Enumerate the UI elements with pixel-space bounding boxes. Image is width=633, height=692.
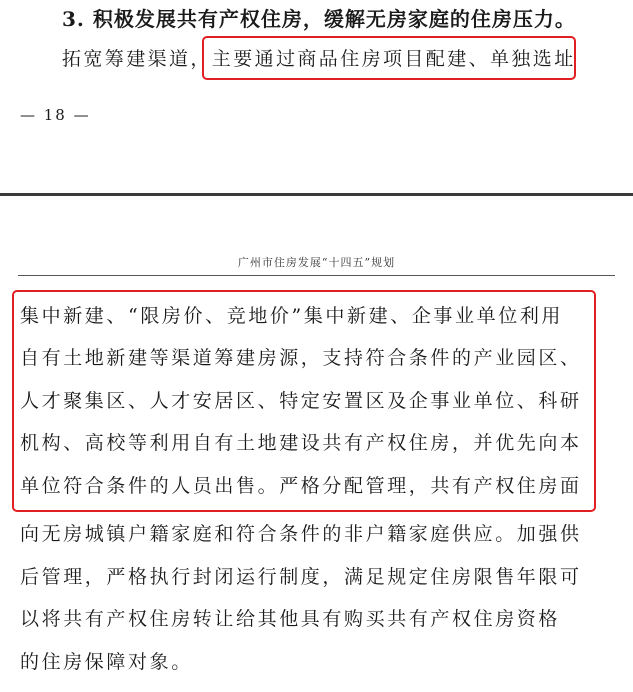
page-number: — 18 —	[20, 106, 91, 124]
body-line-4: 机构、高校等利用自有土地建设共有产权住房，并优先向本	[20, 432, 582, 454]
body-line-6: 向无房城镇户籍家庭和符合条件的非户籍家庭供应。加强供	[20, 523, 582, 545]
body-line-9: 的住房保障对象。	[20, 651, 193, 673]
highlight-box-upper	[202, 36, 576, 80]
body-line-8: 以将共有产权住房转让给其他具有购买共有产权住房资格	[20, 608, 561, 630]
body-line-3: 人才聚集区、人才安居区、特定安置区及企事业单位、科研	[20, 390, 582, 412]
body-line-2: 自有土地新建等渠道筹建房源，支持符合条件的产业园区、	[20, 347, 582, 369]
section-heading: 3. 积极发展共有产权住房，缓解无房家庭的住房压力。	[62, 7, 576, 31]
highlight-box-lower	[12, 290, 596, 512]
body-line-1: 集中新建、“限房价、竞地价”集中新建、企事业单位利用	[20, 305, 564, 327]
paragraph-first-line: 拓宽筹建渠道，主要通过商品住房项目配建、单独选址	[62, 48, 576, 70]
header-rule	[18, 275, 615, 276]
page-divider	[0, 193, 633, 196]
document-page-upper	[0, 0, 633, 194]
body-line-7: 后管理，严格执行封闭运行制度，满足规定住房限售年限可	[20, 566, 582, 588]
body-line-5: 单位符合条件的人员出售。严格分配管理，共有产权住房面	[20, 475, 582, 497]
running-header: 广州市住房发展“十四五”规划	[237, 256, 396, 269]
